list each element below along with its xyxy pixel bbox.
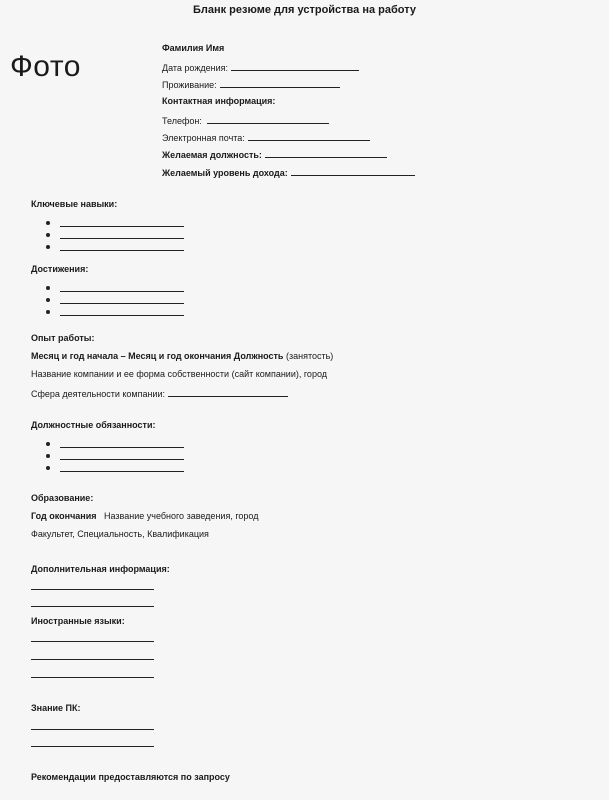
birth-date-field[interactable] <box>231 61 359 71</box>
achievements-item <box>46 282 184 292</box>
pc-field[interactable] <box>31 746 154 747</box>
salary-label: Желаемый уровень дохода: <box>162 168 288 178</box>
duties-heading: Должностные обязанности: <box>31 420 156 430</box>
duties-item <box>46 462 184 472</box>
achievements-item <box>46 294 184 304</box>
institution: Название учебного заведения, город <box>104 511 259 521</box>
duties-field[interactable] <box>60 439 184 448</box>
birth-date-label: Дата рождения: <box>162 63 228 73</box>
recommendations-note: Рекомендации предоставляются по запросу <box>31 772 230 782</box>
residence-label: Проживание: <box>162 80 217 90</box>
additional-heading: Дополнительная информация: <box>31 564 170 574</box>
skills-item <box>46 229 184 239</box>
birth-date-row <box>162 61 359 73</box>
page-title: Бланк резюме для устройства на работу <box>192 4 417 16</box>
education-heading: Образование: <box>31 493 94 503</box>
skills-item <box>46 217 184 227</box>
contact-heading: Контактная информация: <box>162 96 276 106</box>
skills-heading: Ключевые навыки: <box>31 199 118 209</box>
experience-company: Название компании и ее форма собственности (сайт компании), город <box>31 369 328 379</box>
experience-employment: (занятость) <box>285 351 334 361</box>
photo-placeholder: Фото <box>10 50 81 83</box>
duties-item <box>46 450 184 460</box>
phone-label: Телефон: <box>162 116 202 126</box>
achievements-field[interactable] <box>60 295 184 304</box>
salary-row <box>162 166 415 178</box>
experience-period: Месяц и год начала – Месяц и год окончания Должность <box>31 351 284 361</box>
experience-period-row <box>31 351 333 361</box>
duties-item <box>46 438 184 448</box>
additional-field[interactable] <box>31 589 154 590</box>
position-row <box>162 148 387 160</box>
pc-heading: Знание ПК: <box>31 703 81 713</box>
languages-field[interactable] <box>31 677 154 678</box>
graduation-year-label: Год окончания <box>31 511 97 521</box>
position-field[interactable] <box>265 148 387 158</box>
email-row <box>162 131 370 143</box>
achievements-field[interactable] <box>60 307 184 316</box>
skills-field[interactable] <box>60 230 184 239</box>
languages-heading: Иностранные языки: <box>31 616 125 626</box>
company-field-row <box>31 387 288 399</box>
bullet-icon <box>46 466 50 470</box>
company-field-input[interactable] <box>168 387 288 397</box>
languages-field[interactable] <box>31 641 154 642</box>
bullet-icon <box>46 298 50 302</box>
achievements-field[interactable] <box>60 283 184 292</box>
bullet-icon <box>46 221 50 225</box>
email-label: Электронная почта: <box>162 133 245 143</box>
achievements-item <box>46 306 184 316</box>
salary-field[interactable] <box>291 166 415 176</box>
bullet-icon <box>46 442 50 446</box>
full-name: Фамилия Имя <box>162 43 225 53</box>
experience-heading: Опыт работы: <box>31 333 95 343</box>
education-row <box>31 511 258 521</box>
bullet-icon <box>46 454 50 458</box>
pc-field[interactable] <box>31 729 154 730</box>
bullet-icon <box>46 286 50 290</box>
phone-row <box>162 114 329 126</box>
faculty: Факультет, Специальность, Квалификация <box>31 529 209 539</box>
company-field-label: Сфера деятельности компании: <box>31 389 165 399</box>
duties-field[interactable] <box>60 451 184 460</box>
email-field[interactable] <box>248 131 370 141</box>
additional-field[interactable] <box>31 606 154 607</box>
achievements-heading: Достижения: <box>31 264 89 274</box>
residence-row <box>162 78 340 90</box>
skills-item <box>46 241 184 251</box>
duties-field[interactable] <box>60 463 184 472</box>
residence-field[interactable] <box>220 78 340 88</box>
position-label: Желаемая должность: <box>162 150 262 160</box>
skills-field[interactable] <box>60 242 184 251</box>
bullet-icon <box>46 245 50 249</box>
bullet-icon <box>46 233 50 237</box>
skills-field[interactable] <box>60 218 184 227</box>
languages-field[interactable] <box>31 659 154 660</box>
phone-field[interactable] <box>207 114 329 124</box>
bullet-icon <box>46 310 50 314</box>
